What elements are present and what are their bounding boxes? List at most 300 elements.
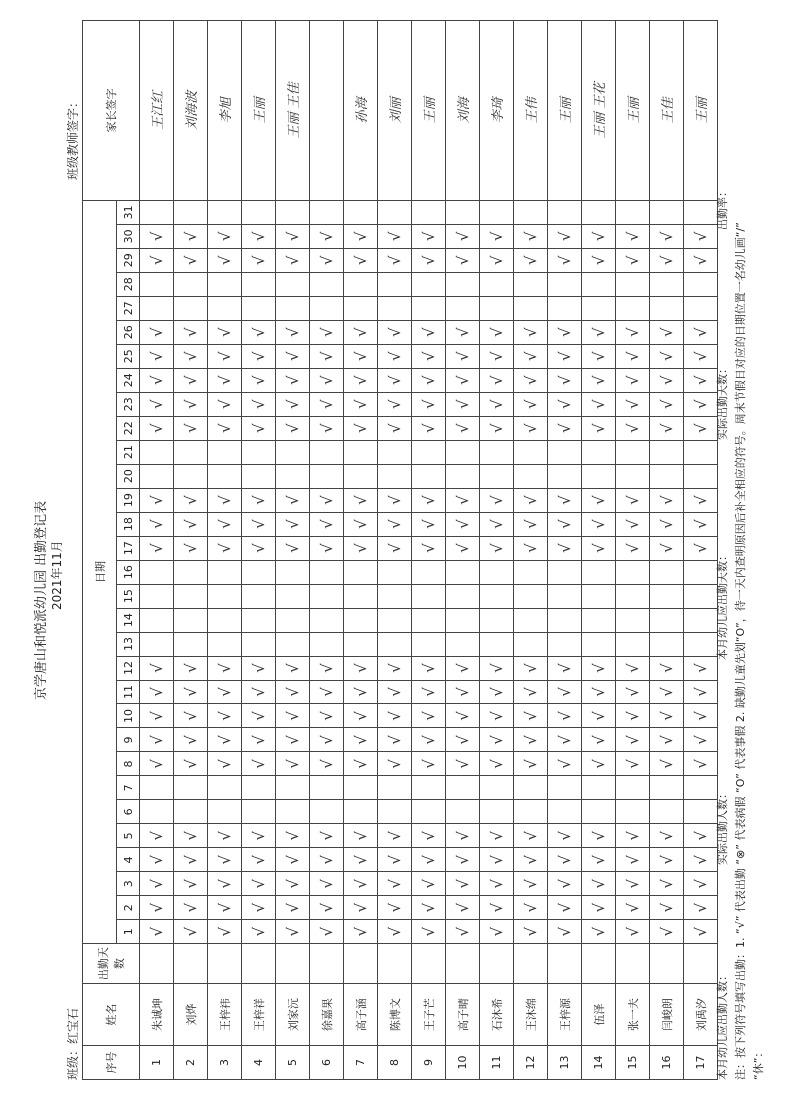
attendance-cell: √: [514, 392, 548, 416]
attendance-cell: √: [514, 488, 548, 512]
attendance-cell: √: [140, 848, 174, 872]
attendance-cell: √: [480, 392, 514, 416]
attendance-cell: [480, 776, 514, 800]
attendance-cell: [310, 272, 344, 296]
attendance-cell: √: [276, 920, 310, 944]
attendance-cell: √: [582, 224, 616, 248]
attendance-cell: √: [140, 704, 174, 728]
row-index: 3: [208, 1046, 242, 1080]
attendance-cell: [480, 608, 514, 632]
attendance-cell: [208, 200, 242, 224]
attendance-cell: [310, 800, 344, 824]
attendance-cell: √: [582, 536, 616, 560]
attendance-cell: [548, 272, 582, 296]
attendance-cell: [548, 632, 582, 656]
attendance-cell: [174, 560, 208, 584]
attendance-cell: √: [310, 368, 344, 392]
student-name: 徐嘉果: [310, 984, 344, 1046]
attendance-cell: [446, 560, 480, 584]
attendance-cell: [446, 584, 480, 608]
attendance-cell: √: [174, 344, 208, 368]
date-header-25: 25: [117, 344, 140, 368]
attendance-cell: √: [514, 344, 548, 368]
attendance-cell: √: [276, 728, 310, 752]
table-row: [446, 21, 480, 1080]
attendance-cell: [276, 200, 310, 224]
attendance-cell: [242, 776, 276, 800]
attendance-cell: √: [140, 920, 174, 944]
attendance-cell: √: [310, 512, 344, 536]
parent-signature: 王丽 王佳: [276, 21, 310, 201]
attendance-cell: [480, 632, 514, 656]
attendance-days: [208, 944, 242, 984]
parent-signature: 刘海波: [174, 21, 208, 201]
date-header-30: 30: [117, 224, 140, 248]
attendance-cell: [582, 440, 616, 464]
attendance-cell: √: [582, 368, 616, 392]
attendance-cell: √: [412, 344, 446, 368]
attendance-cell: √: [310, 704, 344, 728]
attendance-cell: √: [548, 416, 582, 440]
attendance-cell: [446, 464, 480, 488]
attendance-cell: √: [480, 512, 514, 536]
attendance-cell: √: [616, 392, 650, 416]
attendance-cell: √: [344, 368, 378, 392]
attendance-cell: [174, 200, 208, 224]
row-index: 6: [310, 1046, 344, 1080]
attendance-cell: √: [650, 512, 684, 536]
attendance-cell: [140, 608, 174, 632]
attendance-cell: √: [446, 488, 480, 512]
attendance-cell: √: [582, 728, 616, 752]
attendance-cell: √: [276, 416, 310, 440]
attendance-cell: √: [548, 680, 582, 704]
attendance-cell: √: [242, 512, 276, 536]
attendance-cell: √: [208, 488, 242, 512]
attendance-cell: [514, 776, 548, 800]
attendance-cell: √: [140, 896, 174, 920]
attendance-cell: √: [446, 752, 480, 776]
attendance-cell: √: [582, 872, 616, 896]
parent-signature: [310, 21, 344, 201]
attendance-cell: √: [310, 248, 344, 272]
attendance-cell: [548, 608, 582, 632]
attendance-cell: √: [684, 368, 718, 392]
date-header-13: 13: [117, 632, 140, 656]
attendance-cell: √: [174, 224, 208, 248]
attendance-cell: √: [174, 680, 208, 704]
attendance-cell: √: [140, 248, 174, 272]
attendance-cell: √: [446, 848, 480, 872]
col-name: 姓名: [83, 984, 140, 1046]
student-name: 朱诚坤: [140, 984, 174, 1046]
attendance-cell: √: [548, 848, 582, 872]
attendance-cell: √: [174, 728, 208, 752]
sheet-title: 京学唐山和悦派幼儿园 出勤登记表: [34, 500, 49, 700]
attendance-cell: √: [446, 680, 480, 704]
attendance-cell: √: [650, 656, 684, 680]
attendance-cell: [514, 800, 548, 824]
attendance-days: [276, 944, 310, 984]
attendance-cell: [140, 776, 174, 800]
date-header-17: 17: [117, 536, 140, 560]
attendance-cell: [378, 464, 412, 488]
attendance-cell: √: [208, 656, 242, 680]
attendance-cell: √: [378, 680, 412, 704]
attendance-cell: √: [616, 488, 650, 512]
attendance-cell: [344, 560, 378, 584]
attendance-cell: √: [276, 320, 310, 344]
attendance-cell: [684, 296, 718, 320]
attendance-days: [446, 944, 480, 984]
attendance-cell: √: [514, 248, 548, 272]
attendance-cell: √: [480, 704, 514, 728]
attendance-cell: √: [616, 680, 650, 704]
attendance-cell: [480, 440, 514, 464]
attendance-cell: √: [446, 920, 480, 944]
attendance-cell: √: [344, 536, 378, 560]
attendance-cell: √: [650, 392, 684, 416]
attendance-cell: [446, 608, 480, 632]
attendance-cell: [650, 608, 684, 632]
attendance-cell: √: [514, 320, 548, 344]
date-header-24: 24: [117, 368, 140, 392]
attendance-cell: √: [446, 872, 480, 896]
attendance-cell: √: [242, 920, 276, 944]
row-index: 5: [276, 1046, 310, 1080]
table-row: [480, 21, 514, 1080]
attendance-cell: √: [684, 512, 718, 536]
attendance-cell: [412, 272, 446, 296]
attendance-cell: √: [650, 368, 684, 392]
attendance-cell: √: [242, 368, 276, 392]
footer-line1a: 本月幼儿应出勤人数：: [716, 970, 729, 1080]
attendance-cell: [582, 464, 616, 488]
attendance-cell: √: [684, 704, 718, 728]
attendance-cell: √: [514, 656, 548, 680]
attendance-cell: √: [412, 656, 446, 680]
attendance-cell: √: [208, 752, 242, 776]
attendance-cell: √: [208, 320, 242, 344]
attendance-cell: [412, 200, 446, 224]
attendance-cell: √: [616, 512, 650, 536]
student-name: 刘烨: [174, 984, 208, 1046]
attendance-cell: √: [310, 416, 344, 440]
attendance-cell: √: [412, 752, 446, 776]
attendance-cell: √: [140, 656, 174, 680]
attendance-cell: √: [480, 680, 514, 704]
attendance-cell: √: [378, 224, 412, 248]
date-header-22: 22: [117, 416, 140, 440]
attendance-cell: √: [344, 728, 378, 752]
attendance-cell: [378, 776, 412, 800]
attendance-cell: √: [616, 536, 650, 560]
attendance-cell: √: [548, 824, 582, 848]
attendance-cell: [344, 800, 378, 824]
attendance-cell: √: [480, 248, 514, 272]
attendance-cell: √: [650, 680, 684, 704]
attendance-cell: √: [242, 416, 276, 440]
attendance-cell: √: [650, 320, 684, 344]
attendance-cell: √: [480, 344, 514, 368]
date-header-6: 6: [117, 800, 140, 824]
attendance-cell: [276, 296, 310, 320]
attendance-cell: [514, 464, 548, 488]
attendance-cell: √: [650, 344, 684, 368]
attendance-cell: [514, 296, 548, 320]
student-name: 王梓祥: [242, 984, 276, 1046]
attendance-days: [480, 944, 514, 984]
attendance-cell: [412, 584, 446, 608]
attendance-cell: [446, 776, 480, 800]
date-header-26: 26: [117, 320, 140, 344]
attendance-cell: [378, 296, 412, 320]
class-label: 班级：红宝石: [66, 1007, 80, 1080]
attendance-cell: [650, 464, 684, 488]
attendance-cell: √: [684, 656, 718, 680]
attendance-cell: [548, 440, 582, 464]
attendance-cell: √: [378, 872, 412, 896]
attendance-cell: √: [174, 896, 208, 920]
date-header-2: 2: [117, 896, 140, 920]
attendance-cell: √: [446, 656, 480, 680]
attendance-cell: [514, 440, 548, 464]
row-index: 2: [174, 1046, 208, 1080]
attendance-cell: √: [446, 392, 480, 416]
attendance-cell: [242, 560, 276, 584]
table-row: [582, 21, 616, 1080]
attendance-cell: √: [616, 848, 650, 872]
attendance-cell: √: [582, 344, 616, 368]
attendance-days: [140, 944, 174, 984]
attendance-cell: [208, 560, 242, 584]
attendance-cell: √: [174, 488, 208, 512]
student-name: 闫峻朗: [650, 984, 684, 1046]
attendance-cell: [276, 800, 310, 824]
table-row: [310, 21, 344, 1080]
attendance-cell: √: [242, 704, 276, 728]
attendance-cell: [140, 272, 174, 296]
attendance-cell: √: [310, 824, 344, 848]
student-name: 高子涵: [344, 984, 378, 1046]
attendance-cell: √: [310, 344, 344, 368]
attendance-cell: [344, 776, 378, 800]
attendance-cell: [242, 800, 276, 824]
col-parent-sign: 家长签字: [83, 21, 140, 201]
parent-signature: 王丽: [412, 21, 446, 201]
attendance-cell: [242, 200, 276, 224]
attendance-cell: √: [378, 920, 412, 944]
attendance-cell: √: [412, 224, 446, 248]
student-name: 王梓祎: [208, 984, 242, 1046]
attendance-cell: √: [242, 728, 276, 752]
attendance-days: [310, 944, 344, 984]
attendance-cell: √: [310, 392, 344, 416]
attendance-cell: [514, 560, 548, 584]
date-header-8: 8: [117, 752, 140, 776]
attendance-cell: √: [616, 896, 650, 920]
footer-line1c: 本月幼儿应出勤天数：: [716, 550, 729, 660]
footer-line1d: 实际出勤天数：: [716, 363, 729, 440]
attendance-cell: [412, 464, 446, 488]
attendance-cell: [276, 272, 310, 296]
attendance-cell: √: [480, 224, 514, 248]
attendance-cell: [480, 560, 514, 584]
attendance-cell: √: [276, 704, 310, 728]
parent-signature: 王伟: [514, 21, 548, 201]
attendance-cell: [344, 608, 378, 632]
attendance-cell: [616, 584, 650, 608]
row-index: 9: [412, 1046, 446, 1080]
attendance-cell: √: [684, 872, 718, 896]
attendance-cell: √: [684, 920, 718, 944]
attendance-cell: [650, 776, 684, 800]
row-index: 12: [514, 1046, 548, 1080]
student-name: 伍泽: [582, 984, 616, 1046]
attendance-cell: [514, 608, 548, 632]
attendance-cell: √: [514, 824, 548, 848]
footer-line1e: 出勤率：: [716, 186, 729, 230]
attendance-cell: √: [650, 920, 684, 944]
attendance-cell: [548, 464, 582, 488]
student-name: 石沐希: [480, 984, 514, 1046]
table-row: [684, 21, 718, 1080]
attendance-cell: √: [582, 248, 616, 272]
attendance-cell: √: [276, 512, 310, 536]
table-row: [514, 21, 548, 1080]
attendance-cell: √: [616, 728, 650, 752]
attendance-cell: √: [582, 320, 616, 344]
attendance-cell: [616, 608, 650, 632]
attendance-cell: [310, 200, 344, 224]
attendance-cell: √: [208, 536, 242, 560]
table-row: [276, 21, 310, 1080]
attendance-cell: [310, 608, 344, 632]
attendance-cell: √: [140, 536, 174, 560]
attendance-cell: √: [242, 680, 276, 704]
attendance-cell: √: [412, 368, 446, 392]
attendance-cell: √: [684, 224, 718, 248]
date-header-27: 27: [117, 296, 140, 320]
attendance-cell: √: [174, 872, 208, 896]
attendance-cell: [140, 584, 174, 608]
attendance-days: [344, 944, 378, 984]
attendance-cell: √: [684, 488, 718, 512]
attendance-cell: √: [310, 224, 344, 248]
attendance-cell: √: [616, 656, 650, 680]
attendance-cell: √: [344, 704, 378, 728]
date-header-9: 9: [117, 728, 140, 752]
attendance-cell: √: [514, 416, 548, 440]
attendance-cell: √: [174, 392, 208, 416]
attendance-cell: √: [412, 680, 446, 704]
attendance-cell: [310, 296, 344, 320]
attendance-cell: √: [548, 224, 582, 248]
attendance-cell: √: [242, 752, 276, 776]
date-header-21: 21: [117, 440, 140, 464]
attendance-cell: √: [242, 848, 276, 872]
attendance-cell: √: [310, 536, 344, 560]
attendance-cell: √: [174, 920, 208, 944]
attendance-cell: [242, 608, 276, 632]
parent-signature: 王丽: [242, 21, 276, 201]
attendance-cell: √: [514, 848, 548, 872]
attendance-cell: √: [548, 704, 582, 728]
parent-signature: 王丽: [684, 21, 718, 201]
row-index: 11: [480, 1046, 514, 1080]
attendance-cell: √: [174, 368, 208, 392]
date-header-29: 29: [117, 248, 140, 272]
attendance-cell: [276, 608, 310, 632]
attendance-cell: √: [480, 536, 514, 560]
table-row: [140, 21, 174, 1080]
attendance-cell: [310, 776, 344, 800]
attendance-days: [650, 944, 684, 984]
attendance-cell: [480, 464, 514, 488]
attendance-cell: [514, 632, 548, 656]
attendance-cell: √: [412, 536, 446, 560]
attendance-cell: [684, 200, 718, 224]
attendance-cell: [412, 440, 446, 464]
attendance-cell: √: [344, 344, 378, 368]
attendance-cell: √: [174, 704, 208, 728]
attendance-cell: √: [208, 416, 242, 440]
attendance-cell: [310, 464, 344, 488]
attendance-days: [548, 944, 582, 984]
attendance-cell: √: [684, 680, 718, 704]
attendance-cell: √: [378, 248, 412, 272]
attendance-days: [174, 944, 208, 984]
attendance-cell: [208, 272, 242, 296]
parent-signature: 王江红: [140, 21, 174, 201]
attendance-cell: √: [378, 392, 412, 416]
attendance-cell: [616, 560, 650, 584]
attendance-cell: [616, 776, 650, 800]
attendance-cell: [140, 440, 174, 464]
attendance-cell: √: [140, 680, 174, 704]
attendance-cell: √: [174, 536, 208, 560]
attendance-cell: [412, 800, 446, 824]
attendance-cell: [208, 800, 242, 824]
attendance-cell: √: [174, 248, 208, 272]
attendance-cell: √: [446, 368, 480, 392]
attendance-cell: √: [344, 488, 378, 512]
attendance-cell: [242, 464, 276, 488]
attendance-cell: √: [276, 752, 310, 776]
attendance-cell: [174, 464, 208, 488]
date-header-4: 4: [117, 848, 140, 872]
attendance-cell: √: [378, 752, 412, 776]
attendance-cell: √: [412, 704, 446, 728]
attendance-cell: √: [684, 344, 718, 368]
attendance-cell: [412, 608, 446, 632]
date-header-3: 3: [117, 872, 140, 896]
attendance-cell: √: [208, 248, 242, 272]
student-name: 王梓源: [548, 984, 582, 1046]
row-index: 10: [446, 1046, 480, 1080]
attendance-cell: [446, 800, 480, 824]
attendance-cell: √: [344, 248, 378, 272]
row-index: 8: [378, 1046, 412, 1080]
attendance-cell: √: [174, 848, 208, 872]
col-date-group: 日期: [83, 200, 117, 943]
attendance-cell: √: [650, 224, 684, 248]
attendance-cell: √: [344, 680, 378, 704]
attendance-cell: √: [344, 920, 378, 944]
attendance-cell: [378, 800, 412, 824]
attendance-cell: [412, 632, 446, 656]
attendance-cell: √: [446, 896, 480, 920]
